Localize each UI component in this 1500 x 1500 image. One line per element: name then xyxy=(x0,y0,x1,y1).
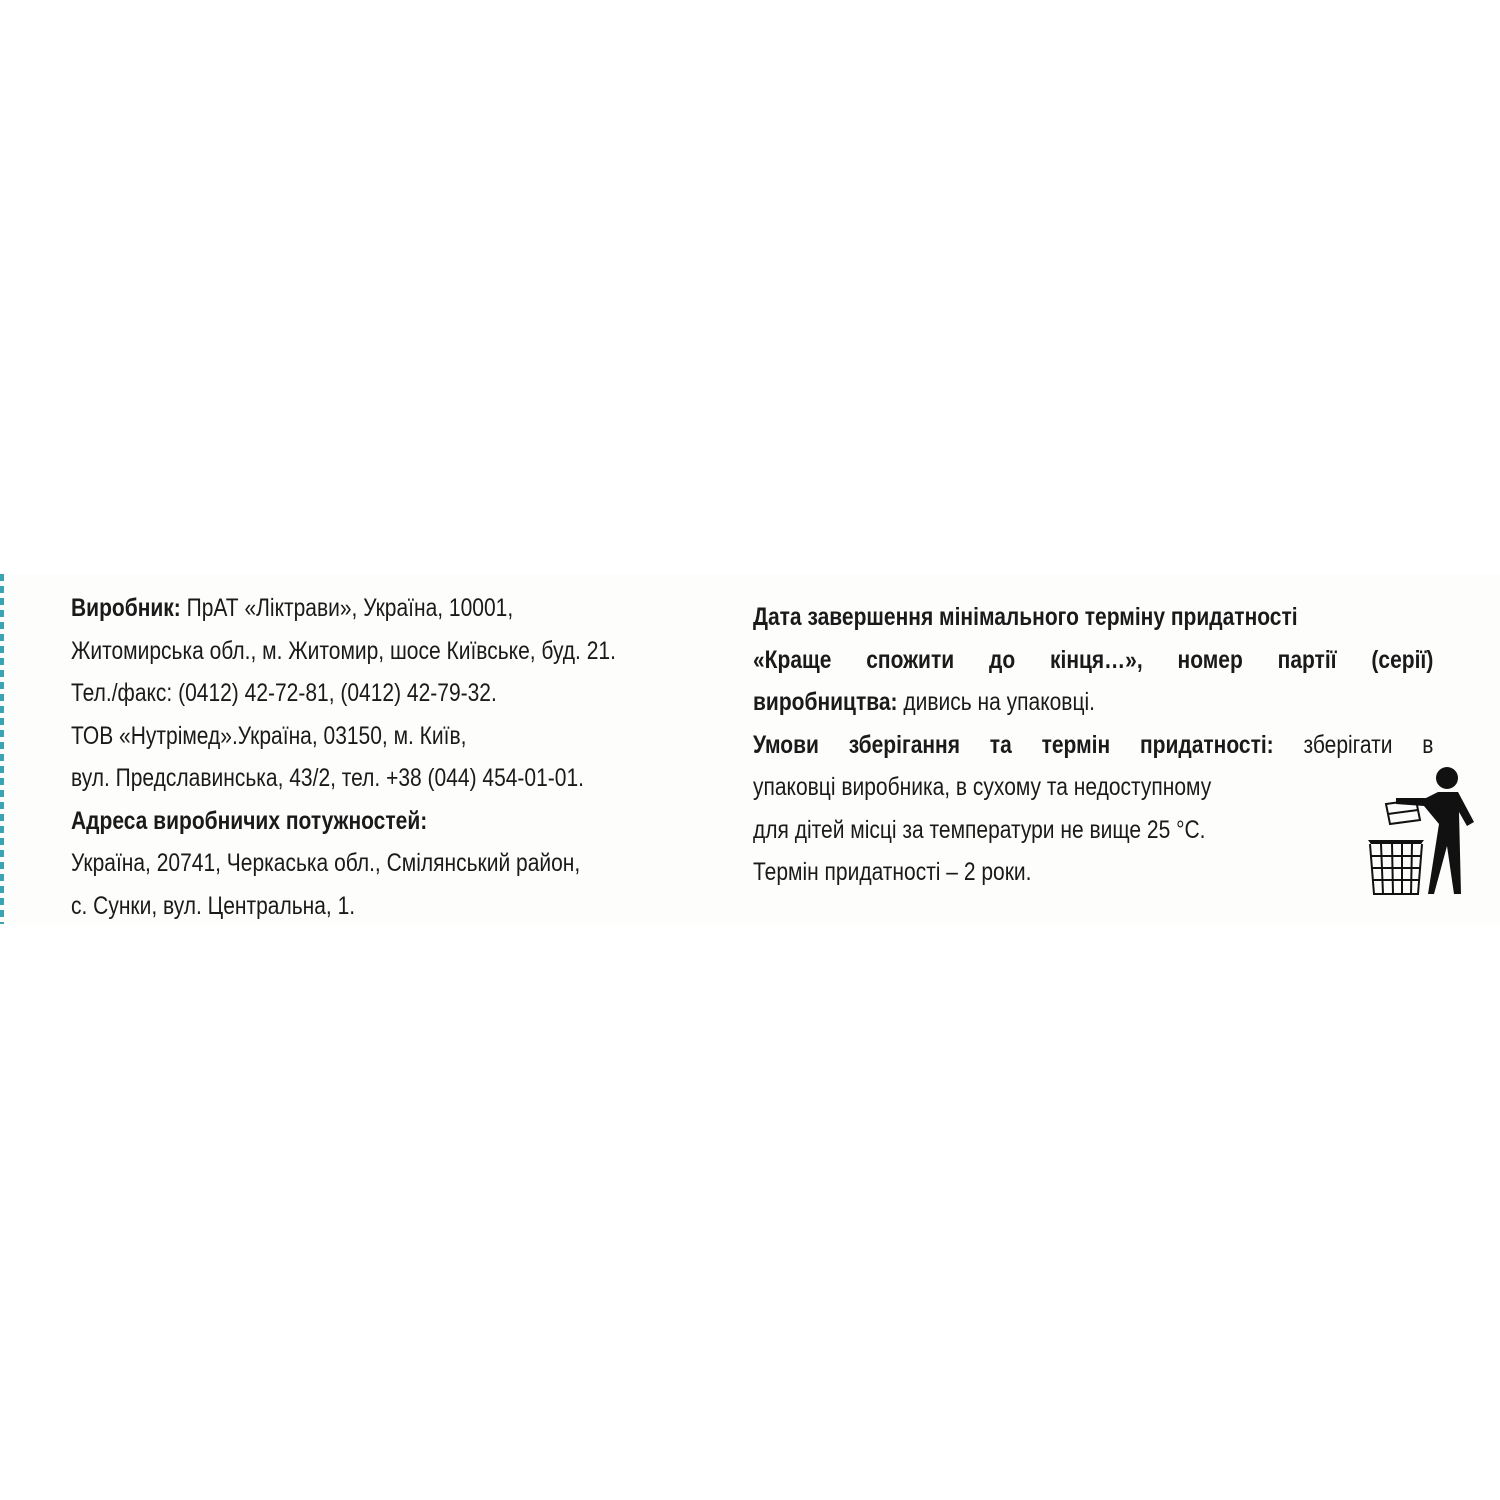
manufacturer-phone: Тел./факс: (0412) 42-72-81, (0412) 42-79-32. xyxy=(71,679,497,707)
storage-word: зберігати xyxy=(1303,730,1393,759)
expiry-storage-block xyxy=(753,596,1433,894)
production-label: виробництва: xyxy=(753,688,898,716)
storage-word: в xyxy=(1422,730,1434,759)
expiry-word: спожити xyxy=(866,645,955,674)
storage-word: придатності: xyxy=(1139,730,1274,759)
storage-word: та xyxy=(989,730,1012,759)
expiry-production-line xyxy=(753,681,1433,724)
facilities-address-line-1: Україна, 20741, Черкаська обл., Смілянський район, xyxy=(71,849,581,877)
storage-line-3: для дітей місці за температури не вище 25 °С. xyxy=(753,815,1206,844)
expiry-word: партії xyxy=(1277,645,1337,674)
importer-street-phone: вул. Предславинська, 43/2, тел. +38 (044) 454-01-01. xyxy=(71,764,584,792)
storage-word: зберігання xyxy=(848,730,961,759)
manufacturer-address: Житомирська обл., м. Житомир, шосе Київське, буд. 21. xyxy=(71,636,616,665)
edge-color-marker xyxy=(0,574,4,924)
tidyman-disposal-icon xyxy=(1366,762,1476,898)
expiry-word: номер xyxy=(1177,645,1243,674)
expiry-word: (серії) xyxy=(1371,645,1434,674)
storage-word: Умови xyxy=(753,730,819,759)
storage-line-2: упаковці виробника, в сухому та недоступному xyxy=(753,773,1212,801)
expiry-best-before-line xyxy=(753,639,1433,682)
expiry-word: до xyxy=(988,645,1016,674)
facilities-address-line-2: с. Сунки, вул. Центральна, 1. xyxy=(71,891,356,920)
expiry-word: «Краще xyxy=(753,645,832,674)
manufacturer-line-1 xyxy=(71,587,751,630)
manufacturer-name: ПрАТ «Ліктрави», Україна, 10001, xyxy=(180,594,514,622)
facilities-heading: Адреса виробничих потужностей: xyxy=(71,806,428,835)
production-text: дивись на упаковці. xyxy=(897,688,1095,716)
manufacturer-block xyxy=(71,587,751,927)
manufacturer-label: Виробник: xyxy=(71,594,181,622)
storage-word: термін xyxy=(1041,730,1111,759)
storage-heading-line xyxy=(753,724,1433,767)
expiry-heading: Дата завершення мінімального терміну придатності xyxy=(753,603,1298,631)
shelf-life-line: Термін придатності – 2 роки. xyxy=(753,858,1032,886)
importer-address: ТОВ «Нутрімед».Україна, 03150, м. Київ, xyxy=(71,721,467,750)
expiry-word: кінця…», xyxy=(1049,645,1143,674)
